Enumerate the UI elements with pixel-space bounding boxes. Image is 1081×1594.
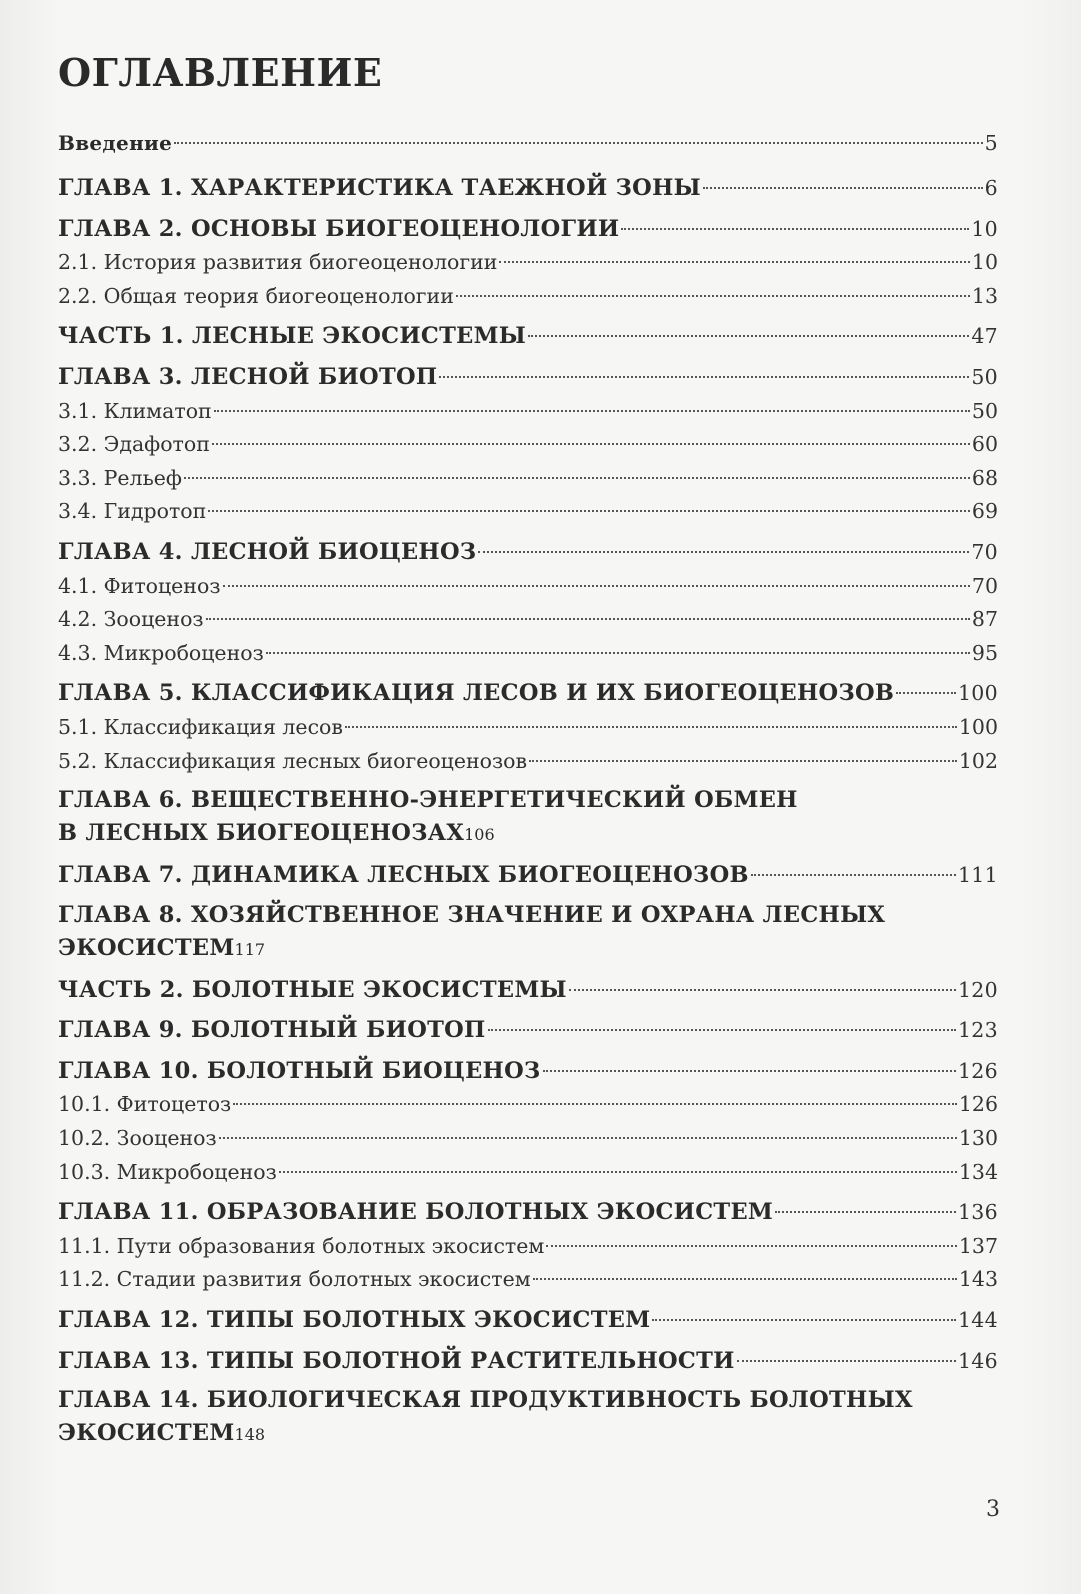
toc-entry [58, 280, 998, 314]
toc-entry [58, 1048, 998, 1089]
toc-entry-page: 137 [958, 1233, 998, 1258]
dot-leader [751, 874, 956, 876]
toc-entry-page: 148 [234, 1425, 266, 1445]
toc-entry-page: 100 [958, 714, 998, 739]
toc-entry-page: 106 [464, 825, 495, 845]
toc-entry-label: 2.2. Общая теория биогеоценологии [58, 283, 454, 308]
toc-entry [58, 893, 998, 967]
toc-entry-line2 [58, 928, 998, 967]
toc-entry-page: 144 [957, 1308, 998, 1333]
toc-entry [58, 313, 998, 354]
dot-leader [569, 989, 956, 991]
toc-entry-label: 5.2. Классификация лесных биогеоценозов [58, 748, 528, 773]
toc-entry-label-line1: ГЛАВА 14. БИОЛОГИЧЕСКАЯ ПРОДУКТИВНОСТЬ БОЛОТНЫХ [58, 1387, 913, 1414]
dot-leader [478, 551, 969, 553]
toc-entry-page: 70 [971, 573, 998, 598]
dot-leader [703, 187, 983, 189]
toc-entry-label: 10.2. Зооценоз [58, 1126, 217, 1151]
toc-entry [58, 495, 998, 529]
dot-leader [223, 585, 970, 587]
toc-entry-label: ГЛАВА 7. ДИНАМИКА ЛЕСНЫХ БИОГЕОЦЕНОЗОВ [58, 862, 749, 889]
toc-entry-page: 117 [234, 939, 266, 959]
dot-leader [456, 295, 970, 297]
dot-leader [529, 760, 957, 762]
toc-entry-page: 130 [958, 1126, 998, 1151]
toc-entry-label-line2: ЭКОСИСТЕМ [58, 1420, 235, 1447]
toc-entry-page: 68 [971, 465, 998, 490]
toc-entry [58, 462, 998, 496]
toc-entry-label: ГЛАВА 3. ЛЕСНОЙ БИОТОП [58, 363, 438, 390]
toc-entry-label: 11.1. Пути образования болотных экосистем [58, 1233, 545, 1258]
page-number: 3 [986, 1497, 1000, 1522]
dot-leader [533, 1278, 957, 1280]
toc-entry [58, 428, 998, 462]
toc-entry [58, 1263, 998, 1297]
toc-entry-page: 70 [971, 539, 998, 564]
toc-entry-label: 4.2. Зооценоз [58, 607, 204, 632]
toc-entry [58, 354, 998, 395]
toc-entry-label: 10.3. Микробоценоз [58, 1159, 277, 1184]
dot-leader [528, 335, 969, 337]
toc-entry-label: 3.3. Рельеф [58, 465, 182, 490]
dot-leader [652, 1319, 956, 1321]
table-of-contents [58, 125, 998, 1452]
toc-entry-page: 100 [957, 681, 998, 706]
toc-entry-label: 2.1. История развития биогеоценологии [58, 250, 498, 275]
dot-leader [208, 510, 970, 512]
toc-entry [58, 637, 998, 671]
toc-entry-label: ГЛАВА 11. ОБРАЗОВАНИЕ БОЛОТНЫХ ЭКОСИСТЕМ [58, 1199, 774, 1226]
toc-entry [58, 670, 998, 711]
toc-entry [58, 1122, 998, 1156]
toc-entry [58, 1230, 998, 1264]
toc-entry [58, 967, 998, 1008]
dot-leader [737, 1360, 956, 1362]
toc-entry [58, 778, 998, 852]
toc-entry [58, 165, 998, 206]
toc-entry-page: 136 [957, 1200, 998, 1225]
toc-entry-page: 10 [971, 250, 998, 275]
toc-entry-label: ГЛАВА 12. ТИПЫ БОЛОТНЫХ ЭКОСИСТЕМ [58, 1307, 651, 1334]
toc-entry-label: ГЛАВА 5. КЛАССИФИКАЦИЯ ЛЕСОВ И ИХ БИОГЕОЦЕНОЗОВ [58, 680, 895, 707]
toc-entry-line2 [58, 1413, 998, 1452]
toc-entry [58, 1297, 998, 1338]
toc-entry-page: 126 [958, 1092, 998, 1117]
toc-entry-page: 111 [957, 863, 998, 888]
toc-entry [58, 1338, 998, 1379]
toc-entry-page: 10 [971, 216, 998, 241]
toc-entry-label-line2: В ЛЕСНЫХ БИОГЕОЦЕНОЗАХ [58, 820, 465, 847]
dot-leader [488, 1029, 956, 1031]
toc-entry-label: ГЛАВА 13. ТИПЫ БОЛОТНОЙ РАСТИТЕЛЬНОСТИ [58, 1347, 735, 1374]
dot-leader [206, 618, 970, 620]
toc-entry-page: 47 [971, 324, 998, 349]
toc-entry-label: ГЛАВА 1. ХАРАКТЕРИСТИКА ТАЕЖНОЙ ЗОНЫ [58, 175, 701, 201]
toc-entry-page: 69 [971, 499, 998, 524]
toc-entry [58, 1156, 998, 1190]
toc-entry [58, 1378, 998, 1452]
page-title: ОГЛАВЛЕНИЕ [58, 50, 383, 95]
toc-entry [58, 125, 998, 165]
toc-entry-label: ЧАСТЬ 2. БОЛОТНЫЕ ЭКОСИСТЕМЫ [58, 976, 567, 1003]
toc-entry [58, 206, 998, 247]
toc-entry-label: 3.1. Климатоп [58, 398, 212, 423]
dot-leader [775, 1211, 956, 1213]
toc-entry-page: 120 [957, 977, 998, 1002]
dot-leader [219, 1137, 957, 1139]
toc-entry-label-line1: ГЛАВА 6. ВЕЩЕСТВЕННО-ЭНЕРГЕТИЧЕСКИЙ ОБМЕН [58, 787, 798, 814]
toc-entry [58, 1189, 998, 1230]
toc-entry-label-line2: ЭКОСИСТЕМ [58, 934, 235, 961]
dot-leader [546, 1245, 957, 1247]
toc-entry [58, 745, 998, 779]
dot-leader [621, 228, 969, 230]
dot-leader [345, 726, 957, 728]
toc-entry-page: 50 [971, 364, 998, 389]
toc-entry [58, 529, 998, 570]
toc-entry-label: 3.2. Эдафотоп [58, 432, 210, 457]
toc-entry-label: 4.3. Микробоценоз [58, 640, 264, 665]
dot-leader [266, 652, 970, 654]
toc-entry [58, 570, 998, 604]
toc-entry-page: 134 [958, 1159, 998, 1184]
toc-entry-page: 6 [984, 176, 998, 200]
dot-leader [896, 692, 956, 694]
toc-entry-label: 10.1. Фитоцетоз [58, 1092, 232, 1117]
toc-entry-page: 95 [971, 640, 998, 665]
dot-leader [184, 477, 970, 479]
toc-entry-page: 146 [957, 1348, 998, 1373]
toc-entry-page: 143 [958, 1267, 998, 1292]
toc-entry [58, 395, 998, 429]
toc-entry-page: 50 [971, 398, 998, 423]
toc-entry-label: 5.1. Классификация лесов [58, 714, 343, 739]
toc-entry-page: 102 [958, 748, 998, 773]
toc-entry-label: ГЛАВА 9. БОЛОТНЫЙ БИОТОП [58, 1017, 486, 1044]
toc-entry-page: 123 [957, 1018, 998, 1043]
toc-entry [58, 603, 998, 637]
toc-entry-page: 126 [957, 1058, 998, 1083]
toc-entry [58, 852, 998, 893]
dot-leader [439, 376, 969, 378]
toc-entry-label: 11.2. Стадии развития болотных экосистем [58, 1267, 531, 1292]
dot-leader [543, 1070, 956, 1072]
toc-entry-line2 [58, 813, 998, 852]
toc-entry-label: Введение [58, 131, 173, 155]
toc-entry-label: ЧАСТЬ 1. ЛЕСНЫЕ ЭКОСИСТЕМЫ [58, 323, 527, 350]
toc-entry-page: 60 [971, 432, 998, 457]
dot-leader [279, 1171, 957, 1173]
dot-leader [499, 261, 969, 263]
toc-entry-label: ГЛАВА 10. БОЛОТНЫЙ БИОЦЕНОЗ [58, 1057, 541, 1084]
toc-entry-label: ГЛАВА 2. ОСНОВЫ БИОГЕОЦЕНОЛОГИИ [58, 215, 620, 242]
toc-entry-page: 13 [971, 283, 998, 308]
toc-entry-label: 4.1. Фитоценоз [58, 573, 221, 598]
toc-entry-label-line1: ГЛАВА 8. ХОЗЯЙСТВЕННОЕ ЗНАЧЕНИЕ И ОХРАНА ЛЕСНЫХ [58, 901, 886, 928]
dot-leader [214, 410, 970, 412]
toc-entry-page: 87 [971, 607, 998, 632]
toc-entry-label: 3.4. Гидротоп [58, 499, 207, 524]
toc-entry [58, 1007, 998, 1048]
toc-entry-page: 5 [984, 131, 998, 155]
toc-entry-label: ГЛАВА 4. ЛЕСНОЙ БИОЦЕНОЗ [58, 538, 477, 565]
dot-leader [233, 1103, 957, 1105]
dot-leader [174, 142, 982, 144]
dot-leader [212, 443, 970, 445]
